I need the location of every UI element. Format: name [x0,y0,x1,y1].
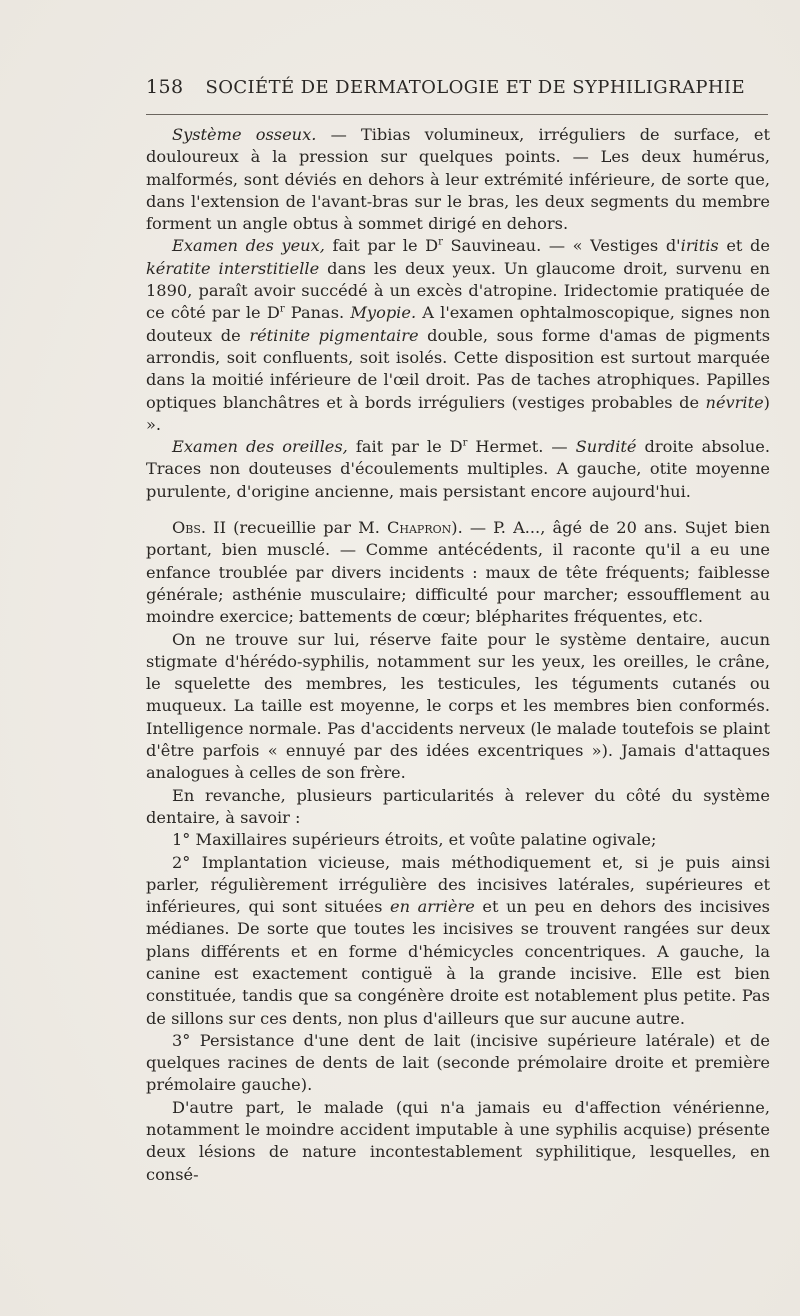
paragraph-label: Système osseux. [172,125,317,144]
paragraph-item-2 [146,852,770,1030]
italic-term: kératite interstitielle [146,258,320,278]
italic-term: iritis [680,236,719,256]
obs-label: Obs. [172,518,207,538]
text-run: Sauvineau. — « Vestiges d' [442,236,681,256]
paragraph-item-3: 3° Persistance d'une dent de lait (incisive supérieure latérale) et de quelques racines de dents de lait (seconde prémolaire droite et première prémolaire gauche). [146,1030,770,1095]
paragraph-label: Examen des oreilles, [172,437,348,457]
text-run: fait par le D [324,236,439,256]
italic-term: névrite [705,392,764,412]
superscript: r [438,237,443,249]
italic-term: en arrière [390,897,475,917]
text-run: et de [718,236,770,256]
paragraph-label: Examen des yeux, [172,236,325,256]
text-run: dans les deux yeux. Un glaucome droit, survenu en 1890, paraît avoir succédé à un excès d'atropine. Iridectomie pratiquée de ce côté par le D [146,258,770,323]
paragraph-examen-oreilles [146,436,770,503]
italic-term: Surdité [575,437,637,457]
paragraph-autre-part: D'autre part, le malade (qui n'a jamais eu d'affection vénérienne, notamment le moindre accident imputable à une syphilis acquise) présente deux lésions de nature incontestablement syphilitique, lesquelles, en consé- [146,1097,770,1184]
paragraph-examen-yeux [146,235,770,436]
paragraph-systeme-osseux [146,124,770,235]
body-text [146,124,770,1186]
paragraph-text: — Tibias volumineux, irréguliers de surface, et douloureux à la pression sur quelques points. — Les deux humérus, malformés, sont déviés en dehors à leur extrémité inférieure, de sorte que, dans l'extension de l'avant-bras sur le bras, les deux segments du membre forment un angle obtus à sommet dirigé en dehors. [146,125,770,234]
text-run: ). — P. A..., âgé de 20 ans. Sujet bien portant, bien musclé. — Comme antécédents, il raconte qu'il a eu une enfance troublée par divers incidents : maux de tête fréquents; faiblesse générale; asthénie musculaire; difficulté pour marcher; essoufflement au moindre exercice; battements de cœur; blépharites fréquentes, etc. [146,518,770,627]
text-run: fait par le D [347,437,463,457]
text-run: ) ». [146,392,770,434]
text-run: A l'examen ophtalmoscopique, signes non douteux de [146,303,770,345]
text-run: double, sous forme d'amas de pigments arrondis, soit confluents, soit isolés. Cette disposition est surtout marquée dans la moitié inférieure de l'œil droit. Pas de taches atrophiques. Papilles optiques blanchâtres et à bords irréguliers (vestiges probables de [146,325,770,412]
text-run: Hermet. — [467,437,576,457]
italic-term: rétinite pigmentaire [249,325,419,345]
running-header [146,76,768,98]
running-title: SOCIÉTÉ DE DERMATOLOGIE ET DE SYPHILIGRAPHIE [205,77,746,98]
italic-term: Myopie. [350,303,417,323]
paragraph-stigmates: On ne trouve sur lui, réserve faite pour le système dentaire, aucun stigmate d'hérédo-syphilis, notamment sur les yeux, les oreilles, le crâne, le squelette des membres, les testicules, les téguments cutanés ou muqueux. La taille est moyenne, le corps et les membres bien conformés. Intelligence normale. Pas d'accidents nerveux (le malade toutefois se plaint d'être parfois « ennuyé par des idées excentriques »). Jamais d'attaques analogues à celles de son frère. [146,629,770,783]
text-run: Panas. [284,303,351,323]
paragraph-item-1: 1° Maxillaires supérieurs étroits, et voûte palatine ogivale; [172,830,657,850]
text-run: 2° Implantation vicieuse, mais méthodiquement et, si je puis ainsi parler, régulièrement irrégulière des incisives latérales, supérieures et inférieures, qui sont situées [146,852,770,917]
superscript: r [279,303,285,315]
page-number: 158 [146,76,184,98]
text-run: droite absolue. Traces non douteuses d'écoulements multiples. A gauche, otite moyenne purulente, d'origine ancienne, mais persistant encore aujourd'hui. [146,437,770,501]
paragraph-systeme-dentaire: En revanche, plusieurs particularités à relever du côté du système dentaire, à savoir : [146,785,770,827]
text-run: et un peu en dehors des incisives médianes. De sorte que toutes les incisives se trouvent rangées sur deux plans différents et en forme d'hémicycles concentriques. A gauche, la canine est exactement contiguë à la grande incisive. Elle est bien constituée, tandis que sa congénère droite est notablement plus petite. Pas de sillons sur ces dents, non plus d'ailleurs que sur aucune autre. [146,897,770,1028]
header-rule [146,114,768,115]
text-run: II (recueillie par M. [206,518,387,538]
author-name: Chapron [387,518,452,538]
superscript: r [462,437,468,449]
paragraph-observation-ii [146,517,770,628]
